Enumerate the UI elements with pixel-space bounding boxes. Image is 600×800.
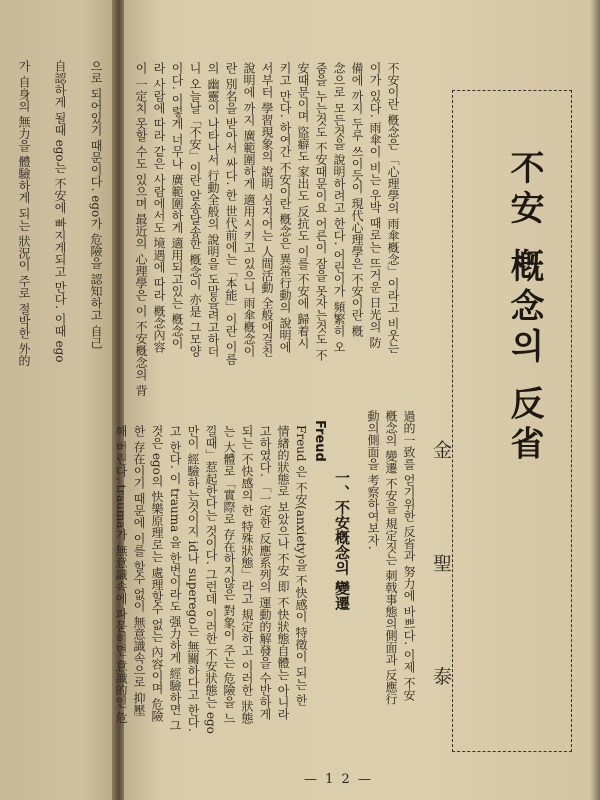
transition-text <box>360 410 418 760</box>
left-page <box>0 0 118 800</box>
section-text <box>114 425 310 760</box>
text-line: 것은 ego의 快樂原理로는 處理할수 없는 內容이며 危險 <box>150 425 164 722</box>
article-title: 不安 槪念의 反省 <box>504 150 544 466</box>
text-line: 의 幽靈이 나타나서 行動全般의 說明을 도맡을려고하더 <box>206 62 220 358</box>
text-line: 해 버린다. trauma가 無意識속에 파묻히면 意識的인 危 <box>114 425 128 724</box>
text-line: 줌을 누는것도 不安때문이요 어른이 잠을 못자는것도 不 <box>314 62 328 361</box>
text-line: 不安이란 槪念은 「心理學의 雨傘槪念」이라고 비웃는 <box>386 62 400 354</box>
page-edge-shadow <box>590 0 600 800</box>
text-line: 낄때」惹起한다는 것이다. 그런데 이러한 不安狀態는 ego <box>204 425 218 734</box>
text-line: 情緖的狀態로 보았으나 不安 即 不快狀態自體는 아니라 <box>276 425 290 721</box>
text-line: 란 別名을 받아서 싸다. 한 世代前에는「本能」이란 이름 <box>224 62 238 365</box>
text-line: 이다. 이렇게 너무나 廣範圍하게 適用되고있는 槪念이 <box>170 62 184 349</box>
text-line: 되는 不快感의 한 特殊狀態」라고 規定하고 이러한 狀態 <box>240 425 254 724</box>
text-line: 念으로 모든것을 說明하려고 한다. 어린이가 頻繁히 오 <box>332 62 346 353</box>
text-line: 安때문이며 盜癖도 家出도 反抗도 이를 不安에 歸着시 <box>296 62 310 349</box>
text-line: 備에 까지 두루 쓰이듯이 現代心理學은 不安이란 槪 <box>350 62 364 337</box>
text-line: 이가 있다. 雨傘이 비는 우박 때로는 뜨거운 日光의 防 <box>368 62 382 349</box>
text-line: 한 存在이기 때문에 이를 할수 없이 無意識속으로 抑壓 <box>132 425 146 716</box>
page-number: — 1 2 — <box>304 772 373 787</box>
text-line: 니 오늘날「不安」이란 알송달송한 槪念이 亦是 그모양 <box>188 62 202 358</box>
section-subheading: Freud <box>312 420 327 462</box>
text-line: Freud 은 不安(anxiety)을 不快感이 特徵이 되는 한 <box>294 425 308 707</box>
text-line: 는 大體로「實際로 存在하지않은 對象이 주는 危險을 느 <box>222 425 236 724</box>
text-line: 만이 經驗하는것이지 id나 superego는 無關하다고 한다. <box>186 425 200 732</box>
text-line: 說明에 까지 廣範圍하게 適用시키고 있으니 雨傘槪念이 <box>242 62 256 358</box>
intro-text <box>132 62 402 422</box>
section-heading: 一、不安槪念의 變遷 <box>333 470 351 611</box>
left-page-line: 가 自身의 無力을 體驗하게 되는 狀況이 주로 절박한 外的 <box>17 60 31 367</box>
text-line: 라 사람에 따라 같은 사람에서도 境遇에 따라 槪念內容 <box>152 62 166 353</box>
text-line: 고 한다. 이 trauma 을 한번이라도 强力하게 經驗하면 그 <box>168 425 182 732</box>
right-page <box>114 0 600 800</box>
left-page-line: 으로 되어있기 때문이다. ego가 危險을 認知하고 自己 <box>89 60 103 349</box>
text-line: 키고 만다. 하여간 不安이란 槪念은 異常行動의 說明에 <box>278 62 292 353</box>
text-line: 이 一定치 못할 수도 있으며 最近의 心理學은 이 不安槪念의 背 <box>134 62 148 397</box>
text-line: 고하였다. 「一定한 反應系列의 運動的解發을 수반하게 <box>258 425 272 721</box>
text-line: 動의側面을 考察하여보자. <box>366 410 380 550</box>
left-page-line: 自認하게 될때 ego는 不安에 빠지게되고 만다. 이때 ego <box>53 60 67 363</box>
text-line: 槪念의 變遷 不安을 規定짓는 刺戟事態의側面과 反應行 <box>384 410 398 706</box>
text-line: 過的一致를 얻기위한 反省과 努力에 바쁘다. 이제 不安 <box>402 410 416 701</box>
article-author: 金 聖 泰 <box>430 440 452 730</box>
text-line: 서부터 學習現象의 說明 심지어는 人間活動 全般에걸친 <box>260 62 274 358</box>
